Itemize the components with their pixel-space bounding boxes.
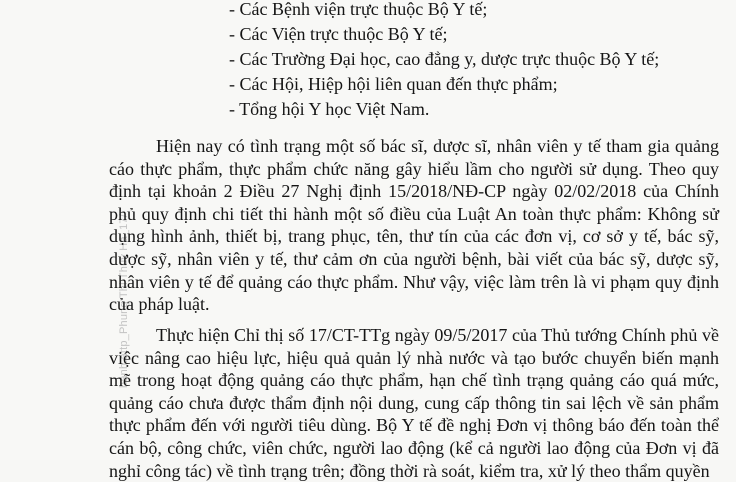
recipient-item: - Các Bệnh viện trực thuộc Bộ Y tế; [229, 0, 488, 19]
recipient-item: - Tổng hội Y học Việt Nam. [229, 99, 430, 119]
recipient-item: - Các Trường Đại học, cao đẳng y, dược trực thuộc Bộ Y tế; [229, 49, 660, 69]
recipient-list [229, 0, 659, 122]
watermark-text: hanh.attp_Phung Thi Thuy Ha_17/ [118, 214, 130, 388]
recipient-item: - Các Viện trực thuộc Bộ Y tế; [229, 24, 448, 44]
recipient-item: - Các Hội, Hiệp hội liên quan đến thực phẩm; [229, 74, 558, 94]
body-paragraph: Hiện nay có tình trạng một số bác sĩ, dược sĩ, nhân viên y tế tham gia quảng cáo thực phẩm, thực phẩm chức năng gây hiểu lầm cho người sử dụng. Theo quy định tại khoản 2 Điều 27 Nghị định 15/2018/NĐ-CP ngày 02/02/2018 của Chính phủ quy định chi tiết thi hành một số điều của Luật An toàn thực phẩm: Không sử dụng hình ảnh, thiết bị, trang phục, tên, thư tín của các đơn vị, cơ sở y tế, bác sỹ, dược sỹ, nhân viên y tế, thư cảm ơn của người bệnh, bài viết của bác sỹ, dược sỹ, nhân viên y tế để quảng cáo thực phẩm. Như vậy, việc làm trên là vi phạm quy định của pháp luật. [109, 136, 719, 315]
body-paragraph: Thực hiện Chỉ thị số 17/CT-TTg ngày 09/5/2017 của Thủ tướng Chính phủ về việc nâng cao hiệu lực, hiệu quả quản lý nhà nước và tạo bước chuyển biến mạnh mẽ trong hoạt động quảng cáo thực phẩm, hạn chế tình trạng quảng cáo quá mức, quảng cáo chưa được thẩm định nội dung, cung cấp thông tin sai lệch về sản phẩm thực phẩm đến với người tiêu dùng. Bộ Y tế đề nghị Đơn vị thông báo đến toàn thể cán bộ, công chức, viên chức, người lao động (kể cả người lao động của Đơn vị đã nghỉ công tác) về tình trạng trên; đồng thời rà soát, kiểm tra, xử lý theo thẩm quyền [109, 325, 719, 481]
